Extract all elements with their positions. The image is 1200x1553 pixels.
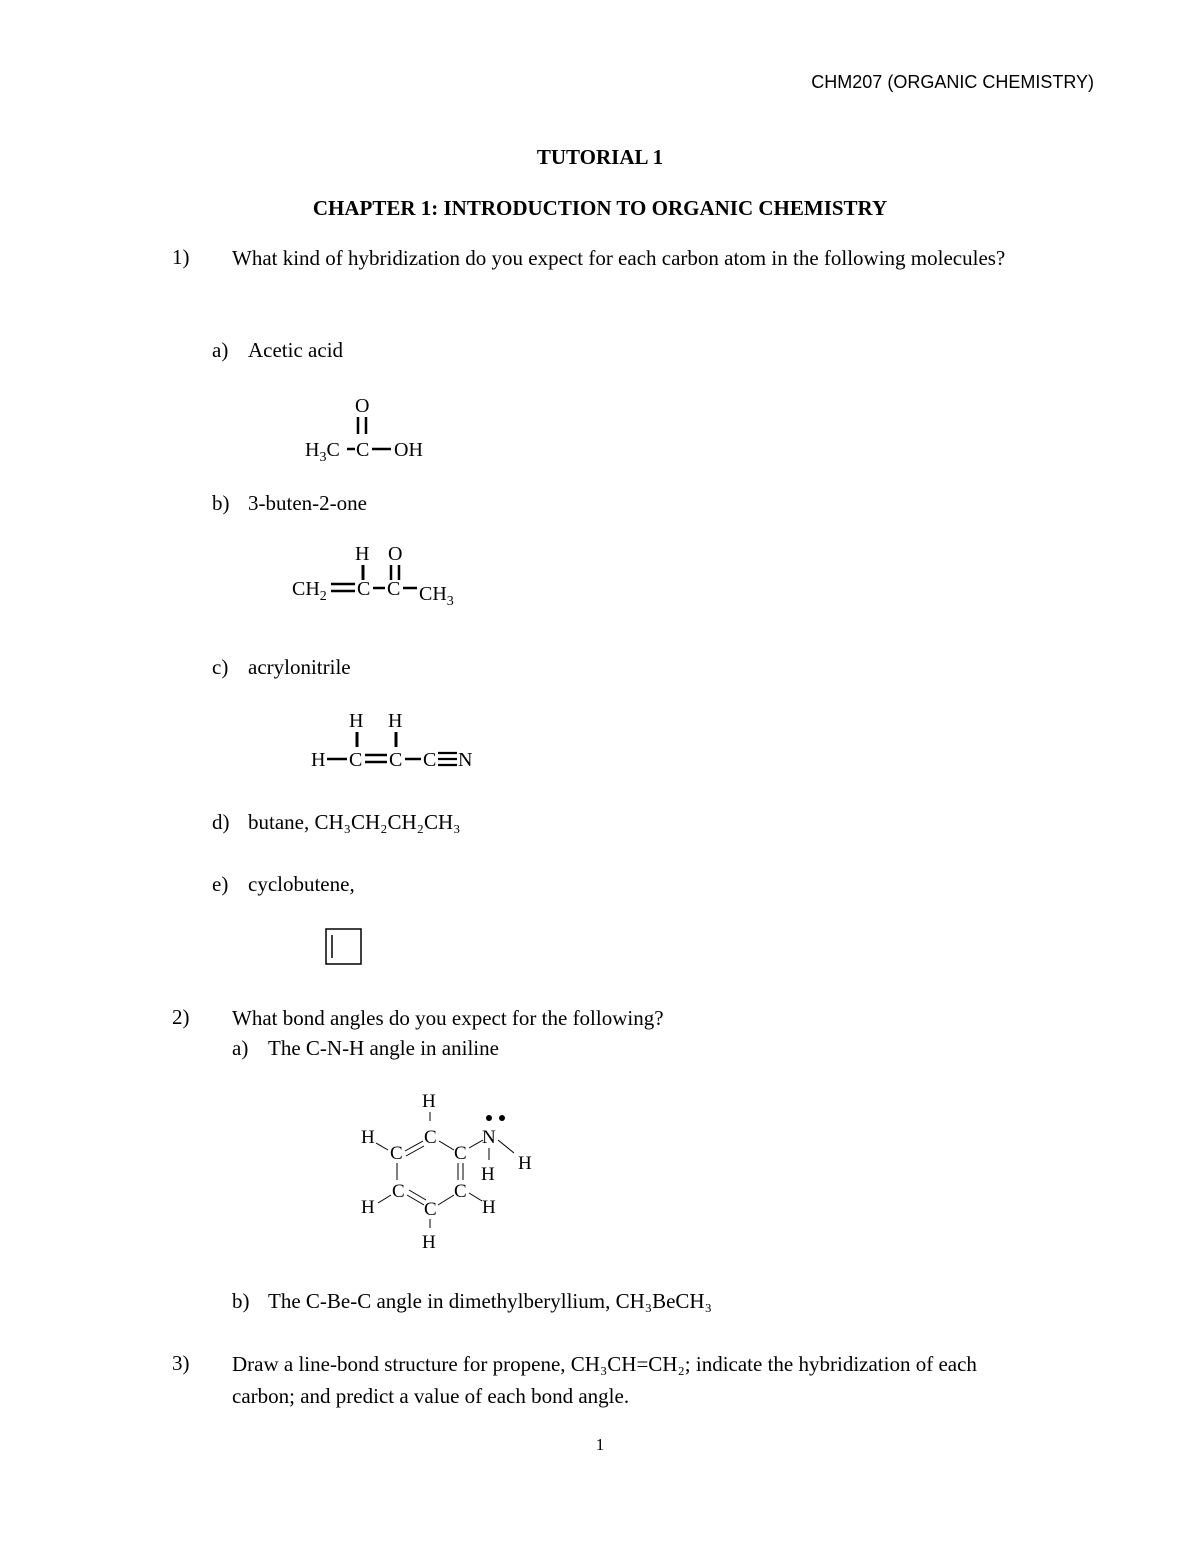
atom-n: N <box>458 749 473 771</box>
question-2-number: 2) <box>172 1005 190 1029</box>
atom-c1: C <box>349 749 363 771</box>
q1-item-e <box>212 872 355 897</box>
q1-item-d-label: d) <box>212 810 230 834</box>
aniline-structure <box>350 1085 550 1260</box>
atom-ch2: $CH_2$ <box>292 578 327 604</box>
question-3-text: Draw a line-bond structure for propene, CH₃CH=CH₂; indicate the hybridization of each carbon; and predict a value of each bond angle. <box>232 1352 977 1408</box>
chapter-title: CHAPTER 1: INTRODUCTION TO ORGANIC CHEMISTRY <box>312 196 888 220</box>
atom-h-n-right: H <box>518 1153 532 1174</box>
atom-c2: C <box>387 578 401 600</box>
q1-item-d-text: butane, CH₃CH₂CH₂CH₃ <box>248 810 461 834</box>
atom-h1: H <box>349 710 364 732</box>
atom-ch3: $CH_3$ <box>419 583 454 609</box>
q2-item-a-text: The C-N-H angle in aniline <box>268 1036 499 1060</box>
q1-item-b <box>212 491 367 516</box>
butenone-structure <box>285 538 475 613</box>
tutorial-title: TUTORIAL 1 <box>536 145 664 169</box>
atom-o: O <box>355 395 370 417</box>
atom-h3: H <box>311 749 326 771</box>
q1-item-c-label: c) <box>212 655 229 679</box>
page-number: 1 <box>595 1435 605 1454</box>
acrylonitrile-structure <box>305 705 495 775</box>
q1-item-c-text: acrylonitrile <box>248 655 351 679</box>
atom-n: N <box>482 1127 496 1148</box>
q1-item-a-text: Acetic acid <box>248 338 344 362</box>
atom-c3: C <box>423 749 437 771</box>
atom-c-upper-right: C <box>454 1143 467 1164</box>
atom-c2: C <box>389 749 403 771</box>
page-header: CHM207 (ORGANIC CHEMISTRY) <box>811 72 1094 92</box>
atom-h-left: H <box>361 1127 375 1148</box>
atom-h: H <box>355 543 370 565</box>
atom-h-bottom: H <box>422 1232 436 1253</box>
q1-item-e-text: cyclobutene, <box>248 872 355 896</box>
atom-h-top: H <box>422 1091 436 1112</box>
question-2-text: What bond angles do you expect for the following? <box>232 1006 664 1030</box>
atom-h-n-down: H <box>481 1164 495 1185</box>
atom-h-lower-left: H <box>361 1197 375 1218</box>
atom-c-upper-left: C <box>390 1143 403 1164</box>
question-1-text: What kind of hybridization do you expect for each carbon atom in the following molecules? <box>232 246 1006 270</box>
atom-oh: OH <box>394 439 423 461</box>
q2-item-b-label: b) <box>232 1289 250 1313</box>
atom-o: O <box>388 543 403 565</box>
q2-item-b <box>232 1289 712 1314</box>
atom-c-top: C <box>424 1127 437 1148</box>
atom-h-lower-right: H <box>482 1197 496 1218</box>
atom-c-lower-right: C <box>454 1181 467 1202</box>
atom-h3c: $H_3C$ <box>305 439 340 465</box>
atom-c-bottom: C <box>424 1199 437 1220</box>
q2-item-a <box>232 1036 499 1061</box>
question-1-number: 1) <box>172 245 190 269</box>
acetic-acid-structure <box>295 390 445 465</box>
question-3-number: 3) <box>172 1351 190 1375</box>
q1-item-c <box>212 655 351 680</box>
q1-item-b-label: b) <box>212 491 230 515</box>
atom-c: C <box>356 439 370 461</box>
atom-c-lower-left: C <box>392 1181 405 1202</box>
q1-item-b-text: 3-buten-2-one <box>248 491 367 515</box>
q1-item-a <box>212 338 343 363</box>
atom-c1: C <box>357 578 371 600</box>
atom-h2: H <box>388 710 403 732</box>
q2-item-a-label: a) <box>232 1036 249 1060</box>
q2-item-b-text: The C-Be-C angle in dimethylberyllium, CH₃BeCH₃ <box>268 1289 712 1313</box>
q1-item-e-label: e) <box>212 872 229 896</box>
q1-item-a-label: a) <box>212 338 229 362</box>
cyclobutene-structure <box>322 925 367 970</box>
q1-item-d <box>212 810 460 835</box>
